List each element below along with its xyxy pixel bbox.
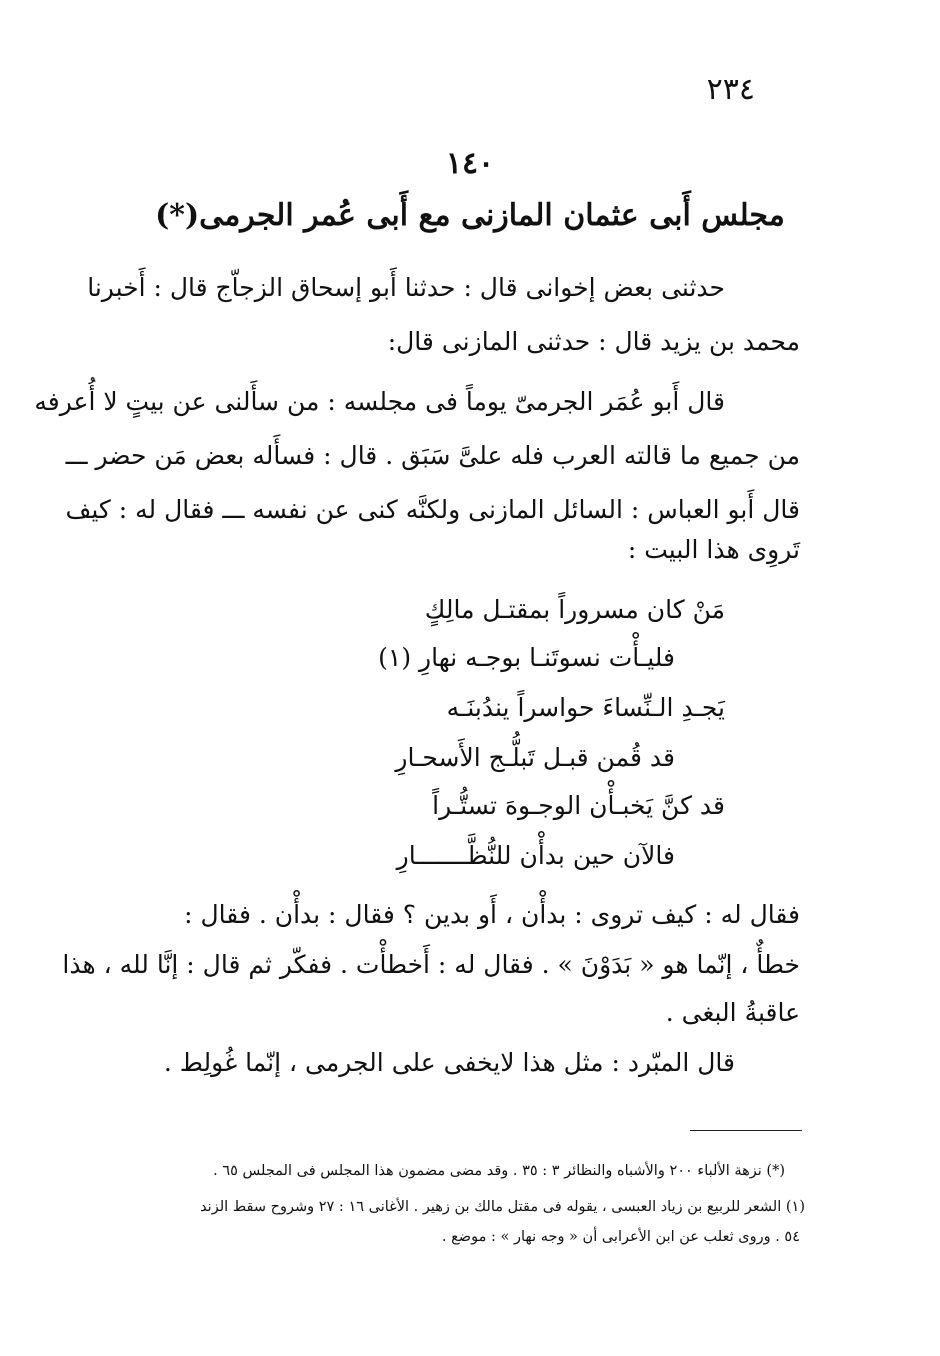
intro-line-2: محمد بن يزيد قال : حدثنى المازنى قال: [387,327,800,356]
footnote-star: (*) نزهة الألباء ٢٠٠ والأشباه والنظائر ٣ : ٣٥ . وقد مضى مضمون هذا المجلس فى المجلس ٦٥ . [213,1163,785,1179]
section-title: مجلس أَبى عثمان المازنى مع أَبى عُمر الجرمى(*) [155,198,785,233]
verse-line-5: قد كنَّ يَخبـأْن الوجـوهَ تستُّـراً [432,791,725,820]
verse-line-6: فالآن حين بدأْن للنُّظَّـــــــارِ [396,841,675,870]
page-number: ٢٣٤ [706,72,755,107]
verse-line-4: قد قُمن قبـل تَبلُّـج الأَسحـارِ [395,743,675,772]
footnote-1: (١) الشعر للربيع بن زياد العبسى ، يقوله فى مقتل مالك بن زهير . الأغانى ١٦ : ٢٧ وشروح سقط الزند [200,1199,805,1215]
para3-line: قال المبّرد : مثل هذا لايخفى على الجرمى ، إنّما غُولِط . [163,1048,735,1077]
para1-line-2: من جميع ما قالته العرب فله علىَّ سَبَق . قال : فسأَله بعض مَن حضر ـــ [65,441,800,470]
verse-line-2: فليـأْت نسوتَنـا بوجـه نهارِ (١) [378,643,675,672]
verse-line-1: مَنْ كان مسروراً بمقتـل مالِكٍ [424,595,725,624]
footnote-1-cont: ٥٤ . وروى ثعلب عن ابن الأعرابى أن « وجه نهار » : موضع . [441,1229,800,1245]
verse-line-3: يَجـدِ الـنِّساءَ حواسراً يندُبنَـه [446,693,725,722]
para2-line-3: عاقبةُ البغى . [665,998,800,1027]
para1-line-3: قال أَبو العباس : السائل المازنى ولكنَّه كنى عن نفسه ـــ فقال له : كيف [65,495,800,524]
intro-line-1: حدثنى بعض إخوانى قال : حدثنا أَبو إسحاق الزجاّج قال : أَخبرنا [87,273,725,302]
para2-line-2: خطأٌ ، إنّما هو « بَدَوْنَ » . فقال له : أَخطأْت . ففكّر ثم قال : إنَّا لله ، هذا [62,950,800,979]
section-number: ١٤٠ [445,146,495,181]
para1-line-4: تَروِى هذا البيت : [627,535,800,564]
para1-line-1: قال أَبو عُمَر الجرمىّ يوماً فى مجلسه : من سأَلنى عن بيتٍ لا أُعرفه [34,387,725,416]
footnote-divider [690,1130,802,1131]
para2-line-1: فقال له : كيف تروى : بدأْن ، أَو بدين ؟ فقال : بدأْن . فقال : [184,900,800,929]
